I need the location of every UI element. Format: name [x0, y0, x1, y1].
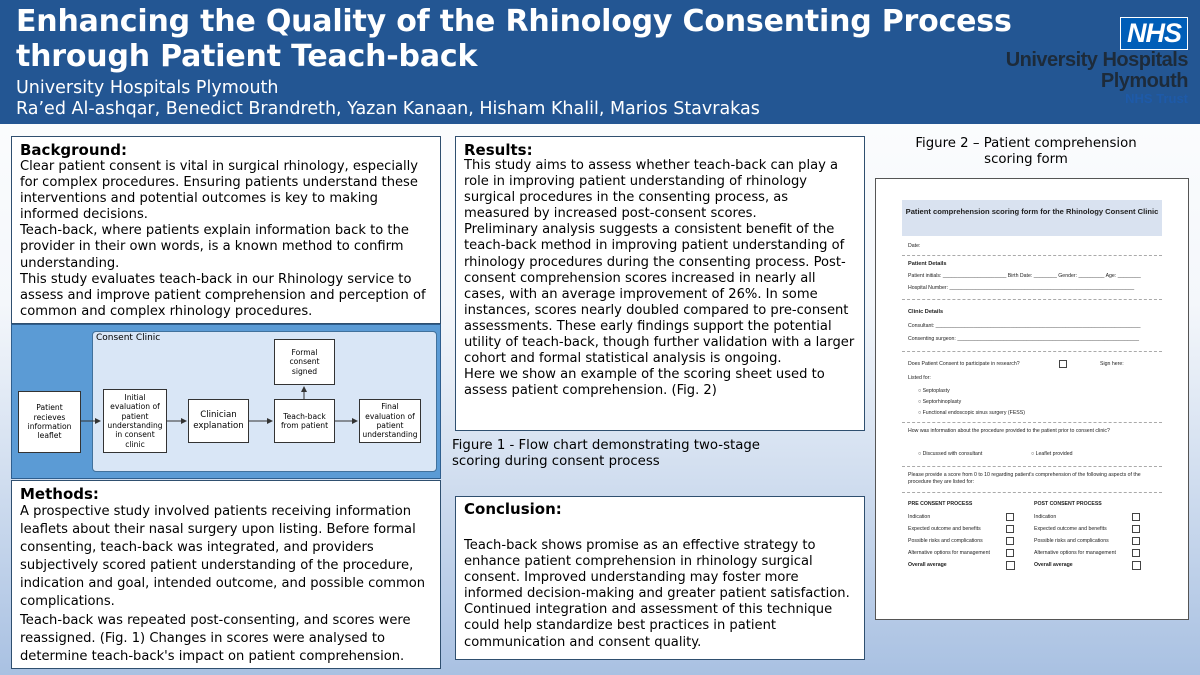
- figure-2-caption: Figure 2 – Patient comprehension scoring form: [915, 136, 1137, 168]
- post-overall-average: Overall average: [1034, 562, 1073, 568]
- form-consultant-line: Consultant: _______________________________________________________________________: [908, 323, 1141, 329]
- form-divider: [902, 422, 1162, 423]
- flow-box-final-evaluation: Final evaluation of patient understanding: [359, 399, 421, 443]
- background-paragraph-1: Clear patient consent is vital in surgical rhinology, especially for complex procedures. Ensuring patients understand these interventions and potential outcomes is key to making informed decisions.: [20, 159, 419, 223]
- results-paragraph-1: This study aims to assess whether teach-back can play a role in improving patient understanding of rhinology surgical procedures in the consenting process, as measured by increased post-consent scores.: [464, 158, 839, 222]
- background-paragraph-3: This study evaluates teach-back in our Rhinology service to assess and improve patient comprehension and perception of common and complex rhinology procedures.: [20, 271, 426, 319]
- nhs-trust-logo: [988, 17, 1188, 113]
- methods-paragraph-1: A prospective study involved patients receiving information leaflets about their nasal surgery upon listing. Before formal consenting, teach-back was integrated, and providers subjectively scored patient understanding of the procedure, indication and goal, intended outcome, and possible common complications.: [20, 504, 426, 610]
- methods-section: [11, 480, 441, 669]
- figure-1-caption: Figure 1 - Flow chart demonstrating two-stage scoring during consent process: [452, 438, 760, 470]
- logo-line-3: NHS Trust: [1125, 91, 1188, 106]
- post-overall-box: [1132, 561, 1141, 570]
- flow-box-teach-back: Teach-back from patient: [274, 399, 335, 443]
- conclusion-paragraph: Teach-back shows promise as an effective strategy to enhance patient comprehension in rhinology surgical consent. Improved understanding may foster more informed decision-making and greater patient satisfaction. Continued integration and assessment of this technique could help standardize best practices in patient communication and consent quality.: [464, 538, 850, 650]
- post-score-box: [1132, 513, 1140, 521]
- pre-score-item: Indication: [908, 514, 931, 520]
- pre-score-item: Expected outcome and benefits: [908, 526, 981, 532]
- form-divider: [902, 351, 1162, 352]
- flow-box-initial-evaluation: Initial evaluation of patient understanding in consent clinic: [103, 389, 167, 453]
- post-score-item: Indication: [1034, 514, 1057, 520]
- results-paragraph-3: Here we show an example of the scoring sheet used to assess patient comprehension. (Fig. 2): [464, 367, 825, 399]
- form-hospital-number-line: Hospital Number: ________________________________________________________________: [908, 285, 1135, 291]
- author-list: Ra’ed Al-ashqar, Benedict Brandreth, Yazan Kanaan, Hisham Khalil, Marios Stavrakas: [16, 99, 760, 119]
- scoring-form-image: [875, 178, 1189, 620]
- results-heading: Results:: [464, 141, 533, 159]
- form-patient-details-heading: Patient Details: [908, 261, 947, 267]
- form-score-instruction: Please provide a score from 0 to 10 regarding patient’s comprehension of the following aspects of the procedure they are listed for:: [908, 472, 1141, 485]
- results-paragraph-2: Preliminary analysis suggests a consistent benefit of the teach-back method in improving patient understanding of rhinology procedures during the consenting process. Post-consent comprehension scores increased in nearly all cases, with an average improvement of 26%. In some instances, scores nearly doubled compared to pre-consent assessments. These early findings support the potential utility of teach-back, though further validation with a larger cohort and formal statistical analysis is ongoing.: [464, 222, 855, 367]
- pre-score-box: [1006, 525, 1014, 533]
- background-paragraph-2: Teach-back, where patients explain information back to the provider in their own words, is a known method to confirm understanding.: [20, 223, 409, 271]
- pre-score-box: [1006, 537, 1014, 545]
- pre-score-item: Alternative options for management: [908, 550, 990, 556]
- research-consent-checkbox: [1059, 360, 1067, 368]
- methods-heading: Methods:: [20, 485, 99, 503]
- form-procedure-option: ○ Septorhinoplasty: [918, 399, 962, 405]
- form-consenting-surgeon-line: Consenting surgeon: _______________________________________________________________: [908, 336, 1140, 342]
- flow-box-formal-consent: Formal consent signed: [274, 339, 335, 385]
- background-section: [11, 136, 441, 324]
- conclusion-heading: Conclusion:: [464, 500, 562, 518]
- form-patient-initials-line: Patient initials: ______________________ Birth Date: ________ Gender: _________ Age: ________: [908, 273, 1141, 279]
- poster-title: Enhancing the Quality of the Rhinology Consenting Process through Patient Teach-back: [16, 4, 1012, 74]
- form-procedure-option: ○ Septoplasty: [918, 388, 950, 394]
- form-title: Patient comprehension scoring form for the Rhinology Consent Clinic: [902, 200, 1162, 236]
- form-divider: [902, 466, 1162, 467]
- flow-box-leaflet: Patient recieves information leaflet: [18, 391, 81, 453]
- form-procedure-option: ○ Functional endoscopic sinus surgery (FESS): [918, 410, 1025, 416]
- nhs-badge: NHS: [1120, 17, 1188, 50]
- form-divider: [902, 299, 1162, 300]
- pre-consent-heading: PRE CONSENT PROCESS: [908, 501, 973, 507]
- flow-box-clinician-explanation: Clinician explanation: [188, 399, 249, 443]
- pre-overall-average: Overall average: [908, 562, 947, 568]
- post-score-box: [1132, 537, 1140, 545]
- form-research-question: Does Patient Consent to participate in research?: [908, 361, 1020, 367]
- form-divider: [902, 492, 1162, 493]
- form-date-label: Date:: [908, 243, 921, 249]
- form-clinic-details-heading: Clinic Details: [908, 309, 944, 315]
- conclusion-section: [455, 496, 865, 660]
- form-info-question: How was information about the procedure provided to the patient prior to consent clinic?: [908, 428, 1110, 434]
- logo-line-1: University Hospitals: [1005, 49, 1188, 71]
- post-score-box: [1132, 525, 1140, 533]
- post-score-item: Possible risks and complications: [1034, 538, 1109, 544]
- post-score-box: [1132, 549, 1140, 557]
- methods-paragraph-2: Teach-back was repeated post-consenting, and scores were reassigned. (Fig. 1) Changes in scores were analysed to determine teach-back's impact on patient comprehension.: [20, 612, 411, 664]
- consent-clinic-label: Consent Clinic: [96, 333, 161, 343]
- pre-score-box: [1006, 513, 1014, 521]
- results-section: [455, 136, 865, 431]
- form-divider: [902, 255, 1162, 256]
- pre-score-box: [1006, 549, 1014, 557]
- form-listed-for-label: Listed for:: [908, 375, 931, 381]
- logo-line-2: Plymouth: [1100, 70, 1188, 92]
- post-score-item: Expected outcome and benefits: [1034, 526, 1107, 532]
- post-consent-heading: POST CONSENT PROCESS: [1034, 501, 1102, 507]
- pre-overall-box: [1006, 561, 1015, 570]
- pre-score-item: Possible risks and complications: [908, 538, 983, 544]
- background-heading: Background:: [20, 141, 127, 159]
- institution-name: University Hospitals Plymouth: [16, 78, 279, 98]
- post-score-item: Alternative options for management: [1034, 550, 1116, 556]
- poster-header: [0, 0, 1200, 124]
- form-info-option: ○ Discussed with consultant: [918, 451, 983, 457]
- form-info-option: ○ Leaflet provided: [1031, 451, 1073, 457]
- form-sign-here-label: Sign here:: [1100, 361, 1124, 367]
- consent-flowchart: [11, 324, 441, 479]
